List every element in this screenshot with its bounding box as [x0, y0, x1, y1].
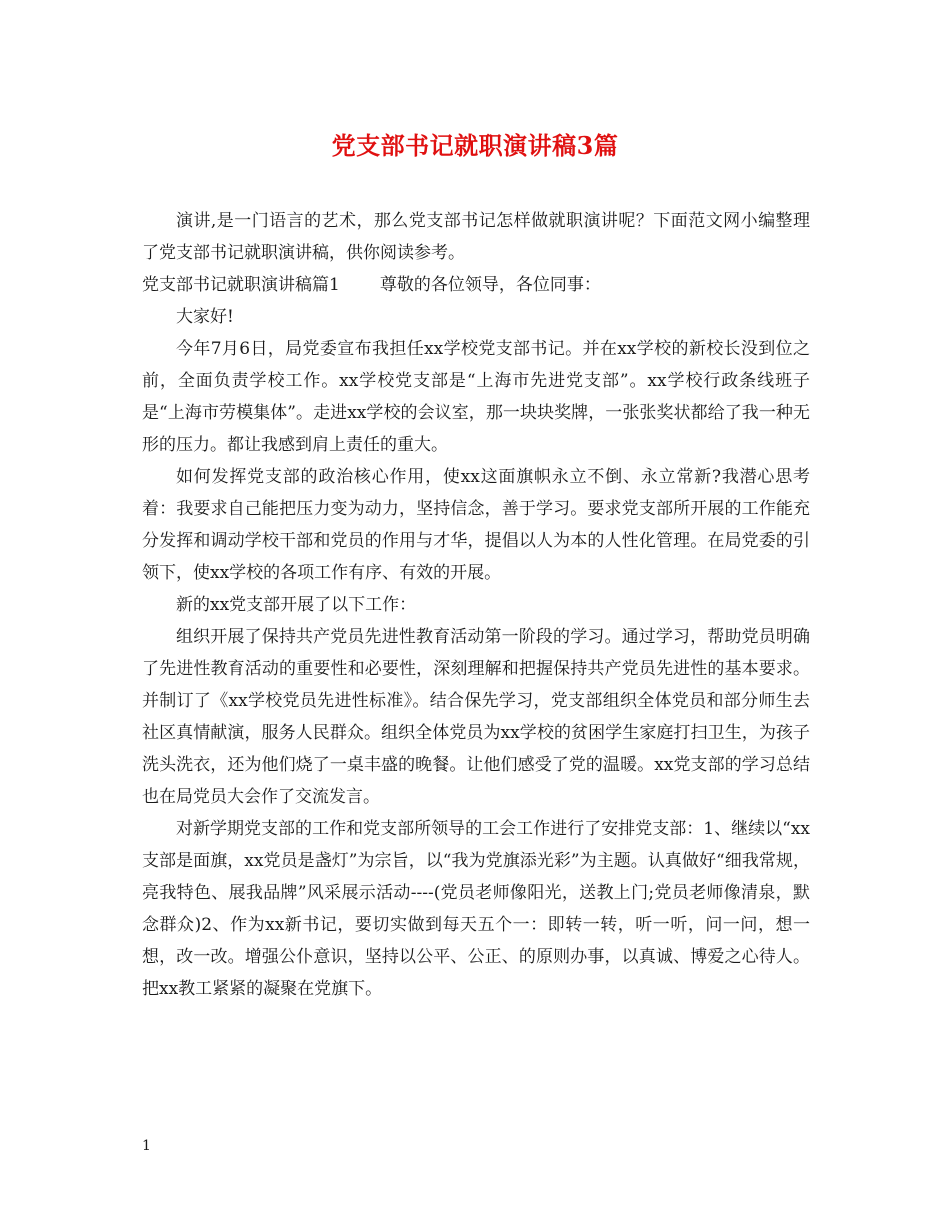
page-number: 1	[142, 1138, 151, 1154]
body-paragraph: 新的xx党支部开展了以下工作：	[176, 595, 417, 615]
body-paragraph: 组织开展了保持共产党员先进性教育活动第一阶段的学习。通过学习，帮助党员明确了先进性教育活动的重要性和必要性，深刻理解和把握保持共产党员先进性的基本要求。并制订了《xx学校党员先进性标准》。结合保先学习，党支部组织全体党员和部分师生去社区真情献演，服务人民群众。组织全体党员为xx学校的贫困学生家庭打扫卫生，为孩子洗头洗衣，还为他们烧了一桌丰盛的晚餐。让他们感受了党的温暖。xx党支部的学习总结也在局党员大会作了交流发言。	[142, 627, 810, 807]
body-paragraph: 对新学期党支部的工作和党支部所领导的工会工作进行了安排党支部：1、继续以“xx支部是面旗，xx党员是盏灯”为宗旨，以“我为党旗添光彩”为主题。认真做好“细我常规，亮我特色、展我品牌”风采展示活动----(党员老师像阳光，送教上门;党员老师像清泉，默念群众)2、作为xx新书记，要切实做到每天五个一：即转一转，听一听，问一问，想一想，改一改。增强公仆意识，坚持以公平、公正、的原则办事，以真诚、博爱之心待人。把xx教工紧紧的凝聚在党旗下。	[142, 819, 810, 999]
greeting-paragraph: 大家好!	[176, 307, 234, 327]
body-paragraph: 今年7月6日，局党委宣布我担任xx学校党支部书记。并在xx学校的新校长没到位之前，全面负责学校工作。xx学校党支部是“上海市先进党支部”。xx学校行政条线班子是“上海市劳模集体”。走进xx学校的会议室，那一块块奖牌，一张张奖状都给了我一种无形的压力。都让我感到肩上责任的重大。	[142, 339, 810, 455]
body-paragraph: 如何发挥党支部的政治核心作用，使xx这面旗帜永立不倒、永立常新?我潜心思考着：我要求自己能把压力变为动力，坚持信念，善于学习。要求党支部所开展的工作能充分发挥和调动学校干部和党员的作用与才华，提倡以人为本的人性化管理。在局党委的引领下，使xx学校的各项工作有序、有效的开展。	[142, 467, 810, 583]
salutation: 尊敬的各位领导，各位同事：	[379, 275, 601, 295]
speech-heading-line	[142, 269, 810, 301]
document-title: 党支部书记就职演讲稿3篇	[331, 131, 619, 160]
speech-heading: 党支部书记就职演讲稿篇1	[142, 275, 340, 295]
intro-paragraph: 演讲,是一门语言的艺术，那么党支部书记怎样做就职演讲呢？下面范文网小编整理了党支部书记就职演讲稿，供你阅读参考。	[142, 211, 810, 263]
document-body	[142, 205, 810, 1005]
